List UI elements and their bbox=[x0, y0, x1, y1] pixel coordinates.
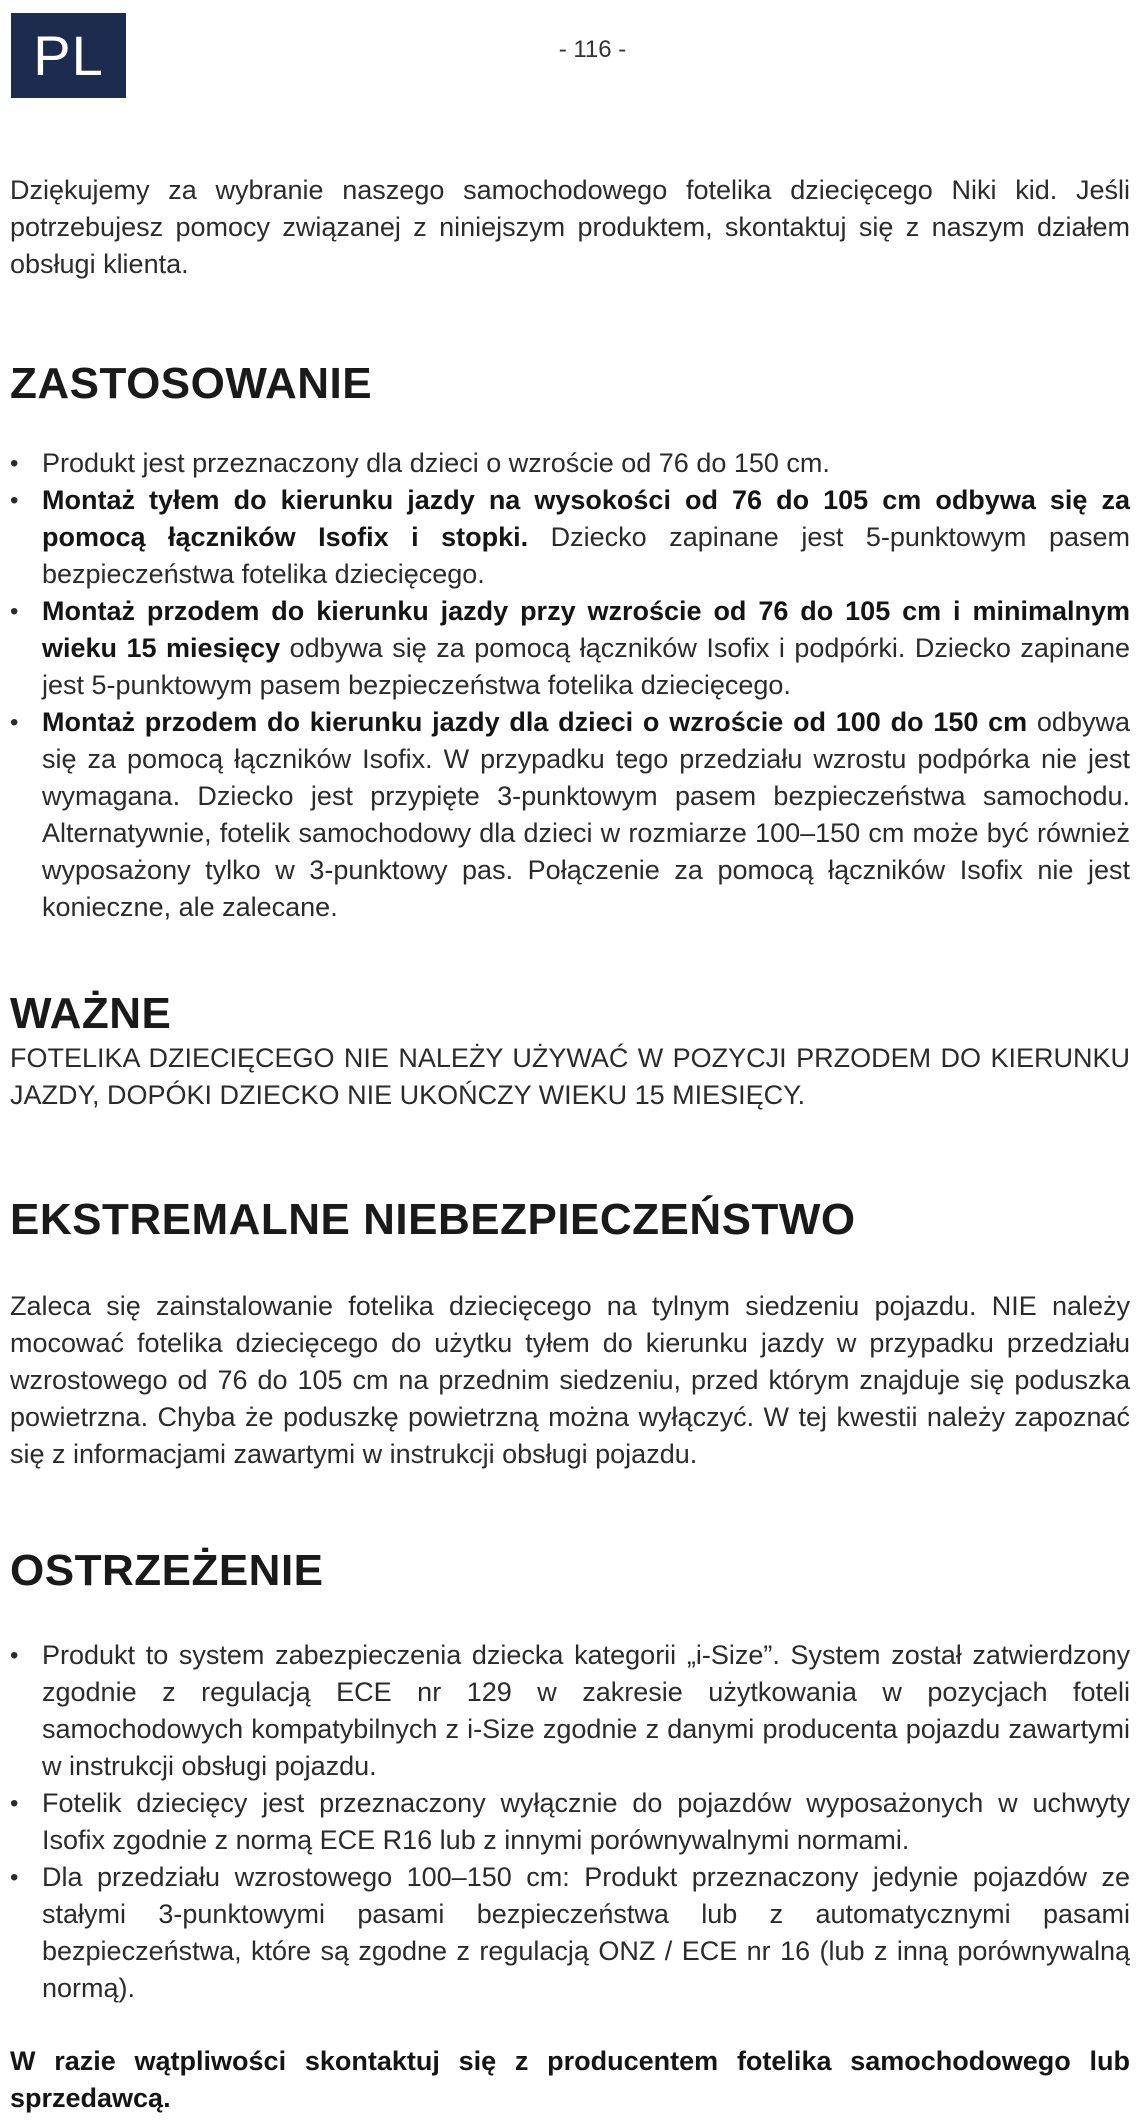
section-title-wazne: WAŻNE bbox=[10, 989, 172, 1038]
list-item-bold: Montaż przodem do kierunku jazdy przy wzroście od 76 do 105 cm i minimalnym wieku 15 miesięcy bbox=[42, 596, 1130, 663]
list-item bbox=[10, 445, 1130, 482]
closing-note: W razie wątpliwości skontaktuj się z producentem fotelika samochodowego lub sprzedawcą. bbox=[10, 2046, 1130, 2113]
zastosowanie-list bbox=[10, 445, 1130, 926]
section-wazne bbox=[10, 988, 1130, 1114]
list-item: • Produkt to system zabezpieczenia dziecka kategorii „i-Size”. System został zatwierdzony zgodnie z regulacją ECE nr 129 w zakresie użytkowania w pozycjach foteli samochodowych kompatybilnych z i-Size zgodnie z danymi producenta pojazdu zawartymi w instrukcji obsługi pojazdu. bbox=[10, 1637, 1130, 1785]
language-badge: PL bbox=[11, 13, 126, 98]
list-item-text: odbywa się za pomocą łączników Isofix i podpórki. Dziecko zapinane jest 5-punktowym pasem bezpieczeństwa fotelika dziecięcego. bbox=[42, 633, 1131, 700]
document-body bbox=[10, 172, 1130, 2117]
intro-paragraph: Dziękujemy za wybranie naszego samochodowego fotelika dziecięcego Niki kid. Jeśli potrzebujesz pomocy związanej z niniejszym produktem, skontaktuj się z naszym działem obsługi klienta. bbox=[10, 175, 1130, 279]
list-item-text: odbywa się za pomocą łączników Isofix. W przypadku tego przedziału wzrostu podpórka nie jest wymagana. Dziecko jest przypięte 3-punktowym pasem bezpieczeństwa samochodu. Alternatywnie, fotelik samochodowy dla dzieci w rozmiarze 100–150 cm może być również wyposażony tylko w 3-punktowy pas. Połączenie za pomocą łączników Isofix nie jest konieczne, ale zalecane. bbox=[42, 707, 1130, 922]
ekstremalne-text: Zaleca się zainstalowanie fotelika dziecięcego na tylnym siedzeniu pojazdu. NIE należy mocować fotelika dziecięcego do użytku tyłem do kierunku jazdy w przypadku przedziału wzrostowego od 76 do 105 cm na przednim siedzeniu, przed którym znajduje się poduszka powietrzna. Chyba że poduszkę powietrzną można wyłączyć. W tej kwestii należy zapoznać się z informacjami zawartymi w instrukcji obsługi pojazdu. bbox=[10, 1291, 1130, 1469]
list-item: • Fotelik dziecięcy jest przeznaczony wyłącznie do pojazdów wyposażonych w uchwyty Isofix zgodnie z normą ECE R16 lub z innymi porównywalnymi normami. bbox=[10, 1785, 1130, 1859]
page-number: - 116 - bbox=[558, 36, 627, 63]
list-item-bold: Montaż tyłem do kierunku jazdy na wysokości od 76 do 105 cm odbywa się za pomocą łączników Isofix i stopki. bbox=[42, 485, 1130, 552]
ostrzezenie-list bbox=[10, 1637, 1130, 2007]
section-title-zastosowanie: ZASTOSOWANIE bbox=[10, 359, 373, 408]
list-item bbox=[10, 482, 1130, 593]
list-item: • Dla przedziału wzrostowego 100–150 cm: Produkt przeznaczony jedynie pojazdów ze stałymi 3-punktowymi pasami bezpieczeństwa lub z automatycznymi pasami bezpieczeństwa, które są zgodne z regulacją ONZ / ECE nr 16 (lub z inną porównywalną normą). bbox=[10, 1859, 1130, 2007]
section-ekstremalne bbox=[10, 1194, 1130, 1473]
wazne-text: FOTELIKA DZIECIĘCEGO NIE NALEŻY UŻYWAĆ W POZYCJI PRZODEM DO KIERUNKU JAZDY, DOPÓKI DZIECKO NIE UKOŃCZY WIEKU 15 MIESIĘCY. bbox=[10, 1043, 1130, 1110]
list-item bbox=[10, 593, 1130, 704]
list-item-text: Dziecko zapinane jest 5-punktowym pasem bezpieczeństwa fotelika dziecięcego. bbox=[42, 522, 1130, 589]
section-ostrzezenie bbox=[10, 1545, 1130, 2117]
section-zastosowanie bbox=[10, 359, 1130, 926]
list-item bbox=[10, 704, 1130, 926]
section-title-ekstremalne: EKSTREMALNE NIEBEZPIECZEŃSTWO bbox=[10, 1195, 856, 1244]
list-item-bold: Montaż przodem do kierunku jazdy dla dzieci o wzroście od 100 do 150 cm bbox=[42, 707, 1028, 737]
list-item-text: Produkt jest przeznaczony dla dzieci o wzroście od 76 do 150 cm. bbox=[42, 448, 830, 478]
section-title-ostrzezenie: OSTRZEŻENIE bbox=[10, 1546, 324, 1595]
